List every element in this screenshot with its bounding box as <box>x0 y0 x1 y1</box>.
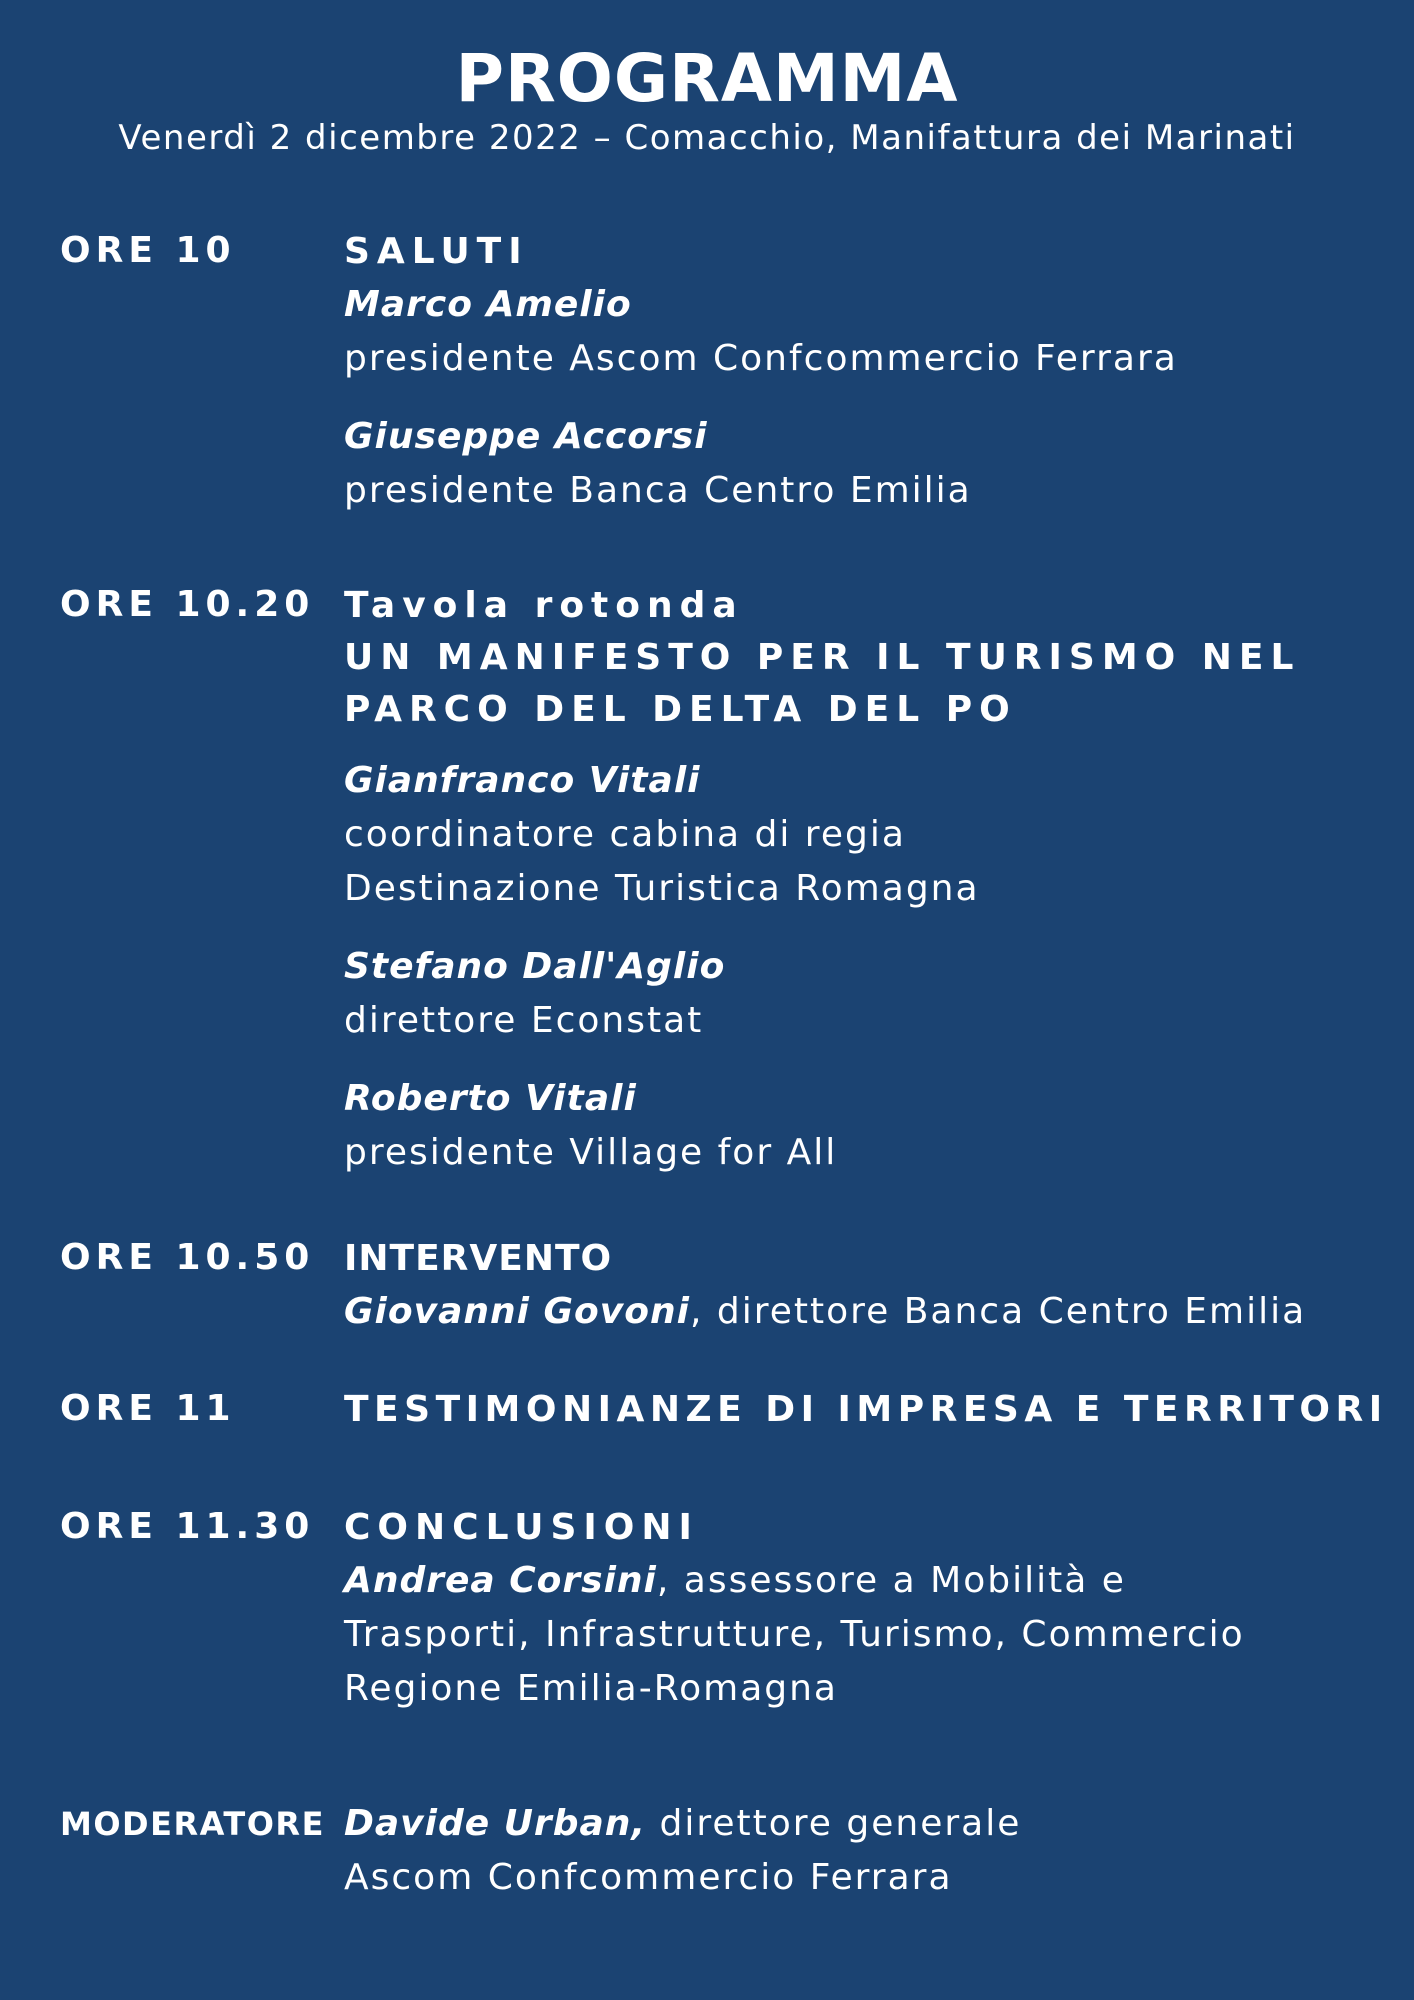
event-subtitle: Venerdì 2 dicembre 2022 – Comacchio, Manifattura dei Marinati <box>118 118 1296 158</box>
moderator-label: MODERATORE <box>60 1805 325 1843</box>
speaker-role: coordinatore cabina di regia <box>344 814 906 855</box>
session-heading: Tavola rotonda <box>344 585 744 626</box>
speaker-name: Stefano Dall'Aglio <box>344 946 726 987</box>
session-time: ORE 11.30 <box>60 1506 315 1547</box>
speaker-role: direttore Econstat <box>344 1000 704 1041</box>
speaker-name: Marco Amelio <box>344 284 632 325</box>
session-heading: TESTIMONIANZE DI IMPRESA E TERRITORI <box>344 1389 1388 1430</box>
speaker-line <box>344 1285 1364 1339</box>
speaker-role: Regione Emilia-Romagna <box>344 1668 838 1709</box>
session-content <box>344 1233 1364 1339</box>
speaker-role: presidente Village for All <box>344 1132 838 1173</box>
session-content <box>344 1502 1364 1716</box>
page-title: PROGRAMMA <box>455 40 959 117</box>
speaker-line <box>344 1554 1364 1608</box>
speaker-name: Giovanni Govoni <box>344 1291 690 1332</box>
moderator-name: Davide Urban, <box>344 1803 647 1844</box>
speaker-role: Destinazione Turistica Romagna <box>344 868 980 909</box>
session-heading: SALUTI <box>344 231 529 272</box>
session-content <box>344 226 1364 518</box>
speaker-name: Andrea Corsini <box>344 1560 657 1601</box>
moderator-line <box>344 1797 1364 1851</box>
speaker-name: Gianfranco Vitali <box>344 760 701 801</box>
session-content <box>344 580 1364 1180</box>
session-title-line: UN MANIFESTO PER IL TURISMO NEL <box>344 637 1301 678</box>
speaker-role: presidente Ascom Confcommercio Ferrara <box>344 338 1178 379</box>
speaker-role: , direttore Banca Centro Emilia <box>689 1291 1307 1332</box>
session-title-line: PARCO DEL DELTA DEL PO <box>344 689 1017 730</box>
speaker-role: presidente Banca Centro Emilia <box>344 470 972 511</box>
moderator-role: Ascom Confcommercio Ferrara <box>344 1857 953 1898</box>
speaker-name: Giuseppe Accorsi <box>344 416 708 457</box>
moderator-role: direttore generale <box>646 1803 1022 1844</box>
session-time: ORE 10 <box>60 230 236 271</box>
session-content <box>344 1384 1388 1436</box>
speaker-name: Roberto Vitali <box>344 1078 637 1119</box>
session-time: ORE 10.50 <box>60 1237 315 1278</box>
moderator-content <box>344 1797 1364 1905</box>
session-time: ORE 10.20 <box>60 584 315 625</box>
session-heading: INTERVENTO <box>344 1238 613 1279</box>
header <box>0 40 1414 160</box>
speaker-role: , assessore a Mobilità e <box>656 1560 1126 1601</box>
session-time: ORE 11 <box>60 1388 236 1429</box>
session-heading: CONCLUSIONI <box>344 1507 699 1548</box>
speaker-role: Trasporti, Infrastrutture, Turismo, Commercio <box>344 1614 1245 1655</box>
